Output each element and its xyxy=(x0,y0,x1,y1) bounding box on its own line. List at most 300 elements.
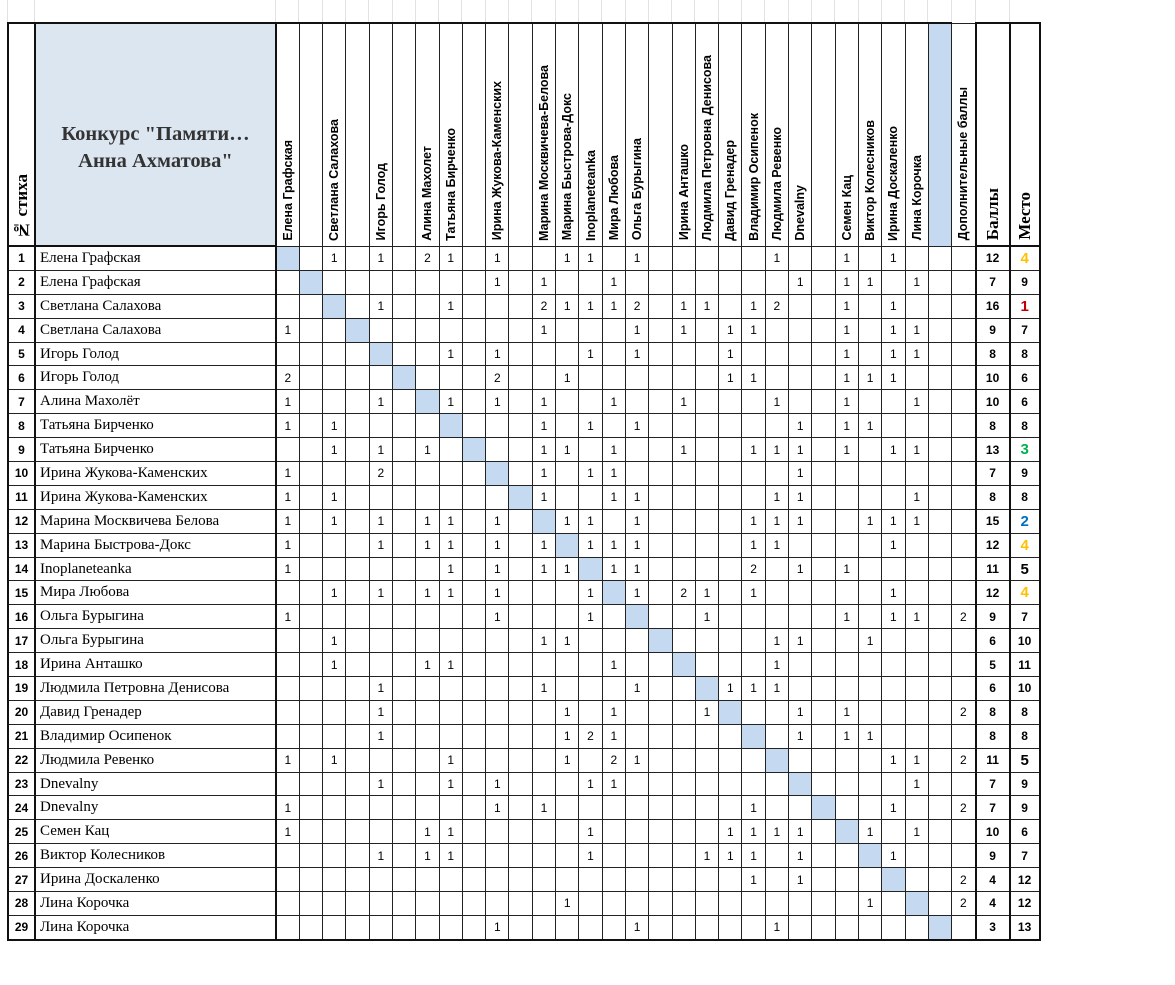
author-name: Виктор Колесников xyxy=(35,844,276,868)
vote-cell xyxy=(392,342,415,366)
vote-cell: 1 xyxy=(579,820,602,844)
table-row xyxy=(8,342,1040,366)
vote-cell: 1 xyxy=(719,318,742,342)
vote-cell xyxy=(602,629,625,653)
place-cell: 8 xyxy=(1010,414,1040,438)
vote-cell: 1 xyxy=(579,342,602,366)
vote-cell xyxy=(486,892,509,916)
vote-cell xyxy=(416,915,439,939)
vote-cell xyxy=(765,557,788,581)
vote-cell: 1 xyxy=(742,820,765,844)
vote-cell: 1 xyxy=(695,605,718,629)
vote-cell: 1 xyxy=(532,462,555,486)
vote-cell: 1 xyxy=(323,629,346,653)
vote-cell xyxy=(905,677,928,701)
place-cell: 8 xyxy=(1010,724,1040,748)
vote-cell xyxy=(579,796,602,820)
judge-header xyxy=(462,23,485,246)
table-row xyxy=(8,414,1040,438)
vote-cell xyxy=(486,629,509,653)
score-cell: 10 xyxy=(976,820,1010,844)
vote-cell: 1 xyxy=(625,342,648,366)
judge-header xyxy=(392,23,415,246)
bonus-cell xyxy=(952,915,976,939)
vote-cell xyxy=(416,342,439,366)
vote-cell: 1 xyxy=(439,772,462,796)
vote-cell xyxy=(579,270,602,294)
vote-cell xyxy=(462,915,485,939)
vote-cell: 1 xyxy=(835,270,858,294)
vote-cell: 1 xyxy=(439,844,462,868)
vote-cell xyxy=(905,796,928,820)
vote-cell xyxy=(392,700,415,724)
vote-cell xyxy=(392,557,415,581)
vote-cell xyxy=(416,796,439,820)
vote-cell: 1 xyxy=(532,390,555,414)
bonus-cell xyxy=(952,485,976,509)
author-name: Владимир Осипенок xyxy=(35,724,276,748)
vote-cell xyxy=(672,270,695,294)
vote-cell xyxy=(882,892,905,916)
vote-cell: 1 xyxy=(835,342,858,366)
vote-cell: 1 xyxy=(276,748,299,772)
vote-cell xyxy=(462,414,485,438)
vote-cell: 1 xyxy=(742,796,765,820)
vote-cell: 1 xyxy=(276,605,299,629)
judge-header: Людмила Ревенко xyxy=(765,23,788,246)
table-row xyxy=(8,605,1040,629)
vote-cell xyxy=(509,294,532,318)
vote-cell: 1 xyxy=(882,509,905,533)
vote-cell: 1 xyxy=(858,724,881,748)
vote-cell xyxy=(765,700,788,724)
vote-cell xyxy=(276,629,299,653)
vote-cell: 2 xyxy=(625,294,648,318)
vote-cell: 1 xyxy=(602,485,625,509)
vote-cell xyxy=(695,462,718,486)
vote-cell: 1 xyxy=(486,270,509,294)
vote-cell xyxy=(276,724,299,748)
vote-cell xyxy=(672,724,695,748)
vote-cell xyxy=(719,892,742,916)
vote-cell xyxy=(392,724,415,748)
vote-cell xyxy=(928,414,951,438)
judge-header: Лина Корочка xyxy=(905,23,928,246)
vote-cell xyxy=(462,796,485,820)
vote-cell xyxy=(509,485,532,509)
vote-cell xyxy=(928,892,951,916)
vote-cell xyxy=(719,509,742,533)
vote-cell xyxy=(346,724,369,748)
vote-cell xyxy=(346,868,369,892)
vote-cell: 1 xyxy=(602,557,625,581)
vote-cell xyxy=(719,414,742,438)
vote-cell xyxy=(928,485,951,509)
vote-cell xyxy=(509,844,532,868)
vote-cell xyxy=(323,820,346,844)
vote-cell xyxy=(579,748,602,772)
score-cell: 3 xyxy=(976,915,1010,939)
vote-cell: 1 xyxy=(742,318,765,342)
vote-cell xyxy=(369,485,392,509)
vote-cell xyxy=(695,677,718,701)
vote-cell xyxy=(299,246,322,270)
vote-cell: 1 xyxy=(556,294,579,318)
vote-cell xyxy=(462,629,485,653)
vote-cell xyxy=(439,366,462,390)
vote-cell xyxy=(765,844,788,868)
judge-header: Виктор Колесников xyxy=(858,23,881,246)
vote-cell xyxy=(299,677,322,701)
vote-cell xyxy=(323,462,346,486)
vote-cell: 1 xyxy=(486,772,509,796)
vote-cell: 1 xyxy=(719,366,742,390)
author-name: Игорь Голод xyxy=(35,342,276,366)
vote-cell xyxy=(556,772,579,796)
vote-cell: 1 xyxy=(439,581,462,605)
vote-cell: 1 xyxy=(416,844,439,868)
vote-cell xyxy=(649,438,672,462)
vote-cell xyxy=(532,653,555,677)
vote-cell: 1 xyxy=(276,509,299,533)
score-cell: 5 xyxy=(976,653,1010,677)
vote-cell xyxy=(323,892,346,916)
bonus-cell: 2 xyxy=(952,605,976,629)
vote-cell xyxy=(672,653,695,677)
vote-cell xyxy=(742,892,765,916)
place-cell: 11 xyxy=(1010,653,1040,677)
vote-cell xyxy=(928,772,951,796)
score-cell: 10 xyxy=(976,366,1010,390)
vote-cell xyxy=(719,533,742,557)
vote-cell xyxy=(812,581,835,605)
vote-cell xyxy=(299,892,322,916)
poem-number: 18 xyxy=(8,653,35,677)
vote-cell xyxy=(765,581,788,605)
vote-cell xyxy=(416,629,439,653)
vote-cell xyxy=(625,438,648,462)
vote-cell xyxy=(486,414,509,438)
vote-cell xyxy=(858,438,881,462)
poem-number: 6 xyxy=(8,366,35,390)
vote-cell xyxy=(695,868,718,892)
vote-cell xyxy=(392,366,415,390)
score-cell: 10 xyxy=(976,390,1010,414)
author-name: Людмила Ревенко xyxy=(35,748,276,772)
vote-cell xyxy=(462,318,485,342)
vote-cell xyxy=(928,270,951,294)
vote-cell xyxy=(556,318,579,342)
vote-cell xyxy=(462,653,485,677)
vote-cell xyxy=(602,605,625,629)
vote-cell xyxy=(556,414,579,438)
vote-cell xyxy=(649,318,672,342)
vote-cell xyxy=(789,677,812,701)
vote-cell xyxy=(369,318,392,342)
vote-cell: 1 xyxy=(276,557,299,581)
judge-header: Ирина Анташко xyxy=(672,23,695,246)
vote-cell xyxy=(323,915,346,939)
judge-header: Людмила Петровна Денисова xyxy=(695,23,718,246)
vote-cell xyxy=(346,342,369,366)
vote-cell xyxy=(905,462,928,486)
judge-header xyxy=(812,23,835,246)
vote-cell xyxy=(695,748,718,772)
vote-cell: 1 xyxy=(369,438,392,462)
bonus-cell xyxy=(952,724,976,748)
vote-cell xyxy=(556,270,579,294)
vote-cell: 1 xyxy=(789,438,812,462)
vote-cell xyxy=(882,677,905,701)
vote-cell: 1 xyxy=(602,438,625,462)
vote-cell xyxy=(695,820,718,844)
vote-cell xyxy=(672,366,695,390)
score-cell: 8 xyxy=(976,342,1010,366)
vote-cell: 1 xyxy=(486,342,509,366)
vote-cell xyxy=(742,772,765,796)
score-cell: 7 xyxy=(976,772,1010,796)
vote-cell xyxy=(509,629,532,653)
empty-grid-top xyxy=(0,0,1044,22)
vote-cell xyxy=(299,485,322,509)
vote-cell xyxy=(812,533,835,557)
bonus-cell xyxy=(952,390,976,414)
vote-cell: 1 xyxy=(416,509,439,533)
vote-cell xyxy=(695,653,718,677)
vote-cell xyxy=(858,748,881,772)
author-name: Ирина Жукова-Каменских xyxy=(35,462,276,486)
vote-cell xyxy=(928,629,951,653)
vote-cell xyxy=(695,772,718,796)
vote-cell xyxy=(905,533,928,557)
vote-cell xyxy=(299,270,322,294)
vote-cell xyxy=(602,246,625,270)
vote-cell xyxy=(858,772,881,796)
vote-cell xyxy=(789,772,812,796)
vote-cell xyxy=(882,868,905,892)
place-cell: 9 xyxy=(1010,462,1040,486)
vote-cell xyxy=(579,485,602,509)
vote-cell xyxy=(532,605,555,629)
vote-cell: 1 xyxy=(369,844,392,868)
vote-cell xyxy=(789,533,812,557)
vote-cell xyxy=(695,533,718,557)
vote-cell xyxy=(299,462,322,486)
vote-cell: 1 xyxy=(835,294,858,318)
vote-cell xyxy=(602,414,625,438)
score-cell: 7 xyxy=(976,270,1010,294)
vote-cell xyxy=(323,700,346,724)
vote-cell xyxy=(695,915,718,939)
vote-cell: 1 xyxy=(556,509,579,533)
vote-cell xyxy=(556,677,579,701)
vote-cell xyxy=(299,796,322,820)
bonus-cell: 2 xyxy=(952,868,976,892)
vote-cell xyxy=(789,366,812,390)
vote-cell: 1 xyxy=(556,366,579,390)
vote-cell: 1 xyxy=(835,724,858,748)
judge-header: Ольга Бурыгина xyxy=(625,23,648,246)
vote-cell xyxy=(509,868,532,892)
vote-cell: 1 xyxy=(369,509,392,533)
vote-cell xyxy=(882,653,905,677)
vote-cell: 1 xyxy=(439,557,462,581)
place-cell: 3 xyxy=(1010,438,1040,462)
vote-cell xyxy=(299,366,322,390)
vote-cell xyxy=(858,915,881,939)
vote-cell xyxy=(392,462,415,486)
poem-number: 28 xyxy=(8,892,35,916)
judge-header: Ирина Доскаленко xyxy=(882,23,905,246)
vote-cell: 1 xyxy=(765,438,788,462)
vote-cell xyxy=(509,533,532,557)
vote-cell xyxy=(509,270,532,294)
place-cell: 2 xyxy=(1010,509,1040,533)
author-name: Лина Корочка xyxy=(35,915,276,939)
vote-cell xyxy=(742,653,765,677)
vote-cell xyxy=(672,557,695,581)
vote-cell xyxy=(392,270,415,294)
vote-cell xyxy=(765,724,788,748)
table-row xyxy=(8,796,1040,820)
vote-cell xyxy=(928,653,951,677)
vote-cell xyxy=(905,724,928,748)
vote-cell xyxy=(532,246,555,270)
judge-header: Светлана Салахова xyxy=(323,23,346,246)
vote-cell: 1 xyxy=(369,700,392,724)
judge-header: Давид Гренадер xyxy=(719,23,742,246)
vote-cell: 1 xyxy=(532,796,555,820)
vote-cell xyxy=(439,270,462,294)
vote-cell xyxy=(695,414,718,438)
vote-cell: 1 xyxy=(789,724,812,748)
vote-cell: 1 xyxy=(789,485,812,509)
vote-cell xyxy=(812,605,835,629)
vote-cell xyxy=(346,772,369,796)
vote-cell xyxy=(532,844,555,868)
author-name: Мира Любова xyxy=(35,581,276,605)
vote-cell xyxy=(882,414,905,438)
table-row xyxy=(8,629,1040,653)
vote-cell: 1 xyxy=(882,605,905,629)
score-cell: 9 xyxy=(976,318,1010,342)
vote-cell: 1 xyxy=(556,438,579,462)
vote-cell xyxy=(789,246,812,270)
place-cell: 8 xyxy=(1010,485,1040,509)
table-row xyxy=(8,653,1040,677)
vote-cell xyxy=(276,772,299,796)
vote-cell xyxy=(439,485,462,509)
vote-cell xyxy=(719,868,742,892)
vote-cell xyxy=(346,438,369,462)
poem-number: 23 xyxy=(8,772,35,796)
vote-cell xyxy=(392,294,415,318)
vote-cell xyxy=(509,414,532,438)
vote-cell xyxy=(719,772,742,796)
place-cell: 6 xyxy=(1010,390,1040,414)
vote-cell: 1 xyxy=(882,294,905,318)
vote-cell: 1 xyxy=(789,462,812,486)
vote-cell: 2 xyxy=(532,294,555,318)
score-cell: 6 xyxy=(976,629,1010,653)
vote-cell xyxy=(416,892,439,916)
vote-cell xyxy=(649,246,672,270)
vote-cell xyxy=(695,246,718,270)
score-cell: 8 xyxy=(976,414,1010,438)
vote-cell xyxy=(882,485,905,509)
vote-cell xyxy=(649,796,672,820)
score-cell: 13 xyxy=(976,438,1010,462)
vote-cell: 1 xyxy=(789,270,812,294)
vote-cell xyxy=(649,724,672,748)
vote-cell: 1 xyxy=(556,748,579,772)
vote-cell xyxy=(392,772,415,796)
judge-header xyxy=(649,23,672,246)
vote-cell: 1 xyxy=(672,294,695,318)
vote-cell: 1 xyxy=(742,581,765,605)
vote-cell xyxy=(625,820,648,844)
vote-cell xyxy=(369,820,392,844)
author-name: Ирина Жукова-Каменских xyxy=(35,485,276,509)
vote-cell xyxy=(928,366,951,390)
vote-cell xyxy=(858,844,881,868)
vote-cell xyxy=(625,462,648,486)
vote-cell: 1 xyxy=(625,581,648,605)
vote-cell: 1 xyxy=(276,462,299,486)
vote-cell: 1 xyxy=(905,485,928,509)
vote-cell xyxy=(625,605,648,629)
vote-cell xyxy=(812,509,835,533)
score-table xyxy=(7,22,1041,941)
vote-cell xyxy=(323,677,346,701)
vote-cell xyxy=(579,318,602,342)
vote-cell xyxy=(416,294,439,318)
vote-cell xyxy=(299,342,322,366)
vote-cell xyxy=(789,318,812,342)
vote-cell xyxy=(812,485,835,509)
vote-cell: 1 xyxy=(486,557,509,581)
vote-cell xyxy=(462,868,485,892)
vote-cell xyxy=(602,915,625,939)
vote-cell xyxy=(509,772,532,796)
vote-cell: 1 xyxy=(742,509,765,533)
bonus-cell: 2 xyxy=(952,700,976,724)
vote-cell xyxy=(602,844,625,868)
vote-cell xyxy=(672,605,695,629)
vote-cell xyxy=(346,820,369,844)
judge-header: Владимир Осипенок xyxy=(742,23,765,246)
vote-cell: 1 xyxy=(905,605,928,629)
table-row xyxy=(8,748,1040,772)
vote-cell xyxy=(346,844,369,868)
vote-cell xyxy=(509,892,532,916)
vote-cell xyxy=(462,605,485,629)
vote-cell: 1 xyxy=(602,270,625,294)
vote-cell xyxy=(509,246,532,270)
vote-cell xyxy=(649,342,672,366)
vote-cell xyxy=(369,342,392,366)
vote-cell xyxy=(439,462,462,486)
vote-cell xyxy=(882,820,905,844)
vote-cell xyxy=(928,509,951,533)
vote-cell: 1 xyxy=(323,246,346,270)
vote-cell xyxy=(905,892,928,916)
vote-cell xyxy=(765,462,788,486)
vote-cell xyxy=(719,748,742,772)
vote-cell xyxy=(835,581,858,605)
vote-cell xyxy=(789,748,812,772)
vote-cell xyxy=(625,653,648,677)
